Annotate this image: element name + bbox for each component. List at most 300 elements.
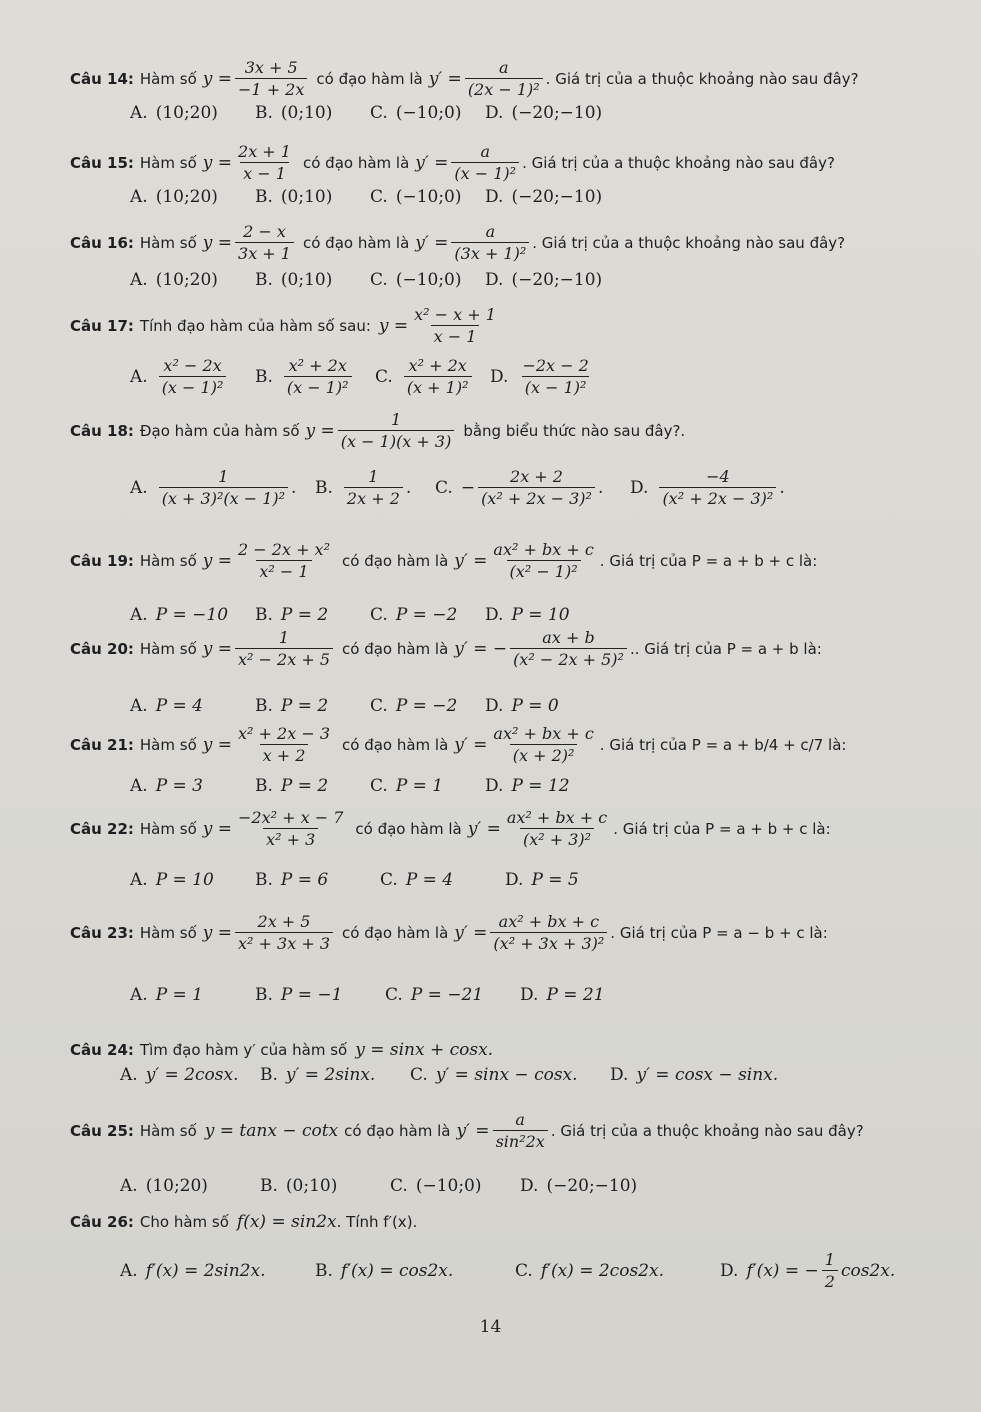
- fraction: [235, 222, 294, 263]
- option-a[interactable]: [130, 103, 255, 123]
- option-letter: B.: [260, 1176, 278, 1196]
- derivative-formula: [454, 628, 630, 669]
- option-a[interactable]: [120, 1065, 260, 1085]
- question-label: Câu 19:: [70, 551, 134, 570]
- question-label: Câu 18:: [70, 421, 134, 440]
- denominator: (x − 1)²: [284, 376, 352, 397]
- option-letter: A.: [130, 477, 148, 498]
- option-letter: D.: [720, 1260, 739, 1281]
- question-stem: [70, 912, 961, 953]
- question-ask: .. Giá trị của P = a + b là:: [629, 639, 822, 658]
- function-formula: [203, 912, 336, 953]
- option-c[interactable]: [380, 870, 505, 890]
- option-text: (0;10): [285, 1176, 338, 1196]
- formula-lhs: y′ =: [454, 922, 488, 943]
- option-text: P = −1: [280, 985, 343, 1005]
- option-b[interactable]: [260, 1176, 390, 1196]
- option-d[interactable]: [720, 1250, 895, 1291]
- denominator: (x² + 2x − 3)²: [659, 487, 776, 508]
- option-text: y′ = 2cosx.: [145, 1065, 239, 1085]
- option-letter: B.: [255, 776, 273, 796]
- option-letter: D.: [485, 696, 504, 716]
- option-text: (0;10): [280, 270, 333, 290]
- option-text: P = 5: [531, 870, 579, 890]
- question-middle: có đạo hàm là: [344, 1121, 451, 1140]
- options-row: [130, 187, 961, 207]
- option-letter: D.: [485, 187, 504, 207]
- option-b[interactable]: [255, 356, 375, 397]
- denominator: x² − 1: [256, 560, 311, 581]
- option-c[interactable]: [370, 776, 485, 796]
- option-suffix: cos2x.: [840, 1260, 896, 1281]
- option-d[interactable]: [490, 356, 595, 397]
- question-intro: Hàm số: [139, 1121, 197, 1140]
- option-b[interactable]: [315, 1261, 515, 1281]
- option-b[interactable]: [255, 270, 370, 290]
- question-label: Câu 16:: [70, 233, 134, 252]
- numerator: 3x + 5: [244, 58, 298, 77]
- question-label: Câu 17:: [70, 316, 134, 335]
- question-middle: có đạo hàm là: [342, 923, 449, 942]
- question-intro: Hàm số: [139, 551, 197, 570]
- option-letter: A.: [130, 696, 148, 716]
- option-text: P = 2: [280, 605, 329, 625]
- option-text: y′ = sinx − cosx.: [435, 1065, 578, 1085]
- question-middle: có đạo hàm là: [342, 735, 449, 754]
- options-row: [130, 696, 961, 716]
- option-letter: D.: [520, 985, 539, 1005]
- numerator: 2x + 2: [510, 467, 563, 486]
- denominator: (x − 1)²: [159, 376, 227, 397]
- option-letter: A.: [130, 605, 148, 625]
- derivative-formula: [454, 912, 610, 953]
- denominator: 3x + 1: [235, 242, 294, 263]
- option-letter: A.: [130, 366, 148, 387]
- option-c[interactable]: [370, 696, 485, 716]
- question-intro: Hàm số: [139, 69, 197, 88]
- option-text: (10;20): [155, 103, 218, 123]
- option-letter: B.: [255, 103, 273, 123]
- question-middle: có đạo hàm là: [342, 639, 449, 658]
- option-a[interactable]: [130, 870, 255, 890]
- option-text: P = −21: [410, 985, 484, 1005]
- fraction: [510, 628, 627, 669]
- denominator: x² + 3: [263, 828, 318, 849]
- option-letter: C.: [370, 605, 388, 625]
- denominator: (x² + 3)²: [520, 828, 594, 849]
- option-text: P = 0: [511, 696, 559, 716]
- option-text: (−10;0): [395, 187, 462, 207]
- option-letter: B.: [255, 366, 273, 387]
- denominator: x² + 3x + 3: [235, 932, 333, 953]
- question-ask: . Giá trị của P = a + b + c là:: [613, 819, 831, 838]
- option-letter: A.: [120, 1065, 138, 1085]
- option-a[interactable]: [130, 356, 255, 397]
- option-d[interactable]: [485, 187, 602, 207]
- option-text: P = 6: [280, 870, 329, 890]
- option-suffix: .: [779, 477, 785, 498]
- numerator: −4: [706, 467, 730, 486]
- question-intro: Hàm số: [139, 735, 197, 754]
- option-c[interactable]: [370, 270, 485, 290]
- formula-lhs: y′ =: [454, 550, 488, 571]
- derivative-formula: [429, 58, 546, 99]
- option-letter: D.: [610, 1065, 629, 1085]
- option-letter: A.: [130, 776, 148, 796]
- option-c[interactable]: [390, 1176, 520, 1196]
- derivative-formula: [415, 222, 532, 263]
- question-label: Câu 23:: [70, 923, 134, 942]
- option-text: P = −10: [155, 605, 229, 625]
- option-b[interactable]: [255, 103, 370, 123]
- option-suffix: .: [291, 477, 297, 498]
- option-c[interactable]: [515, 1261, 720, 1281]
- option-letter: C.: [380, 870, 398, 890]
- question-middle: có đạo hàm là: [302, 233, 410, 252]
- question-intro: Cho hàm số: [139, 1213, 229, 1231]
- option-c[interactable]: [370, 103, 485, 123]
- denominator: (x + 2)²: [510, 744, 578, 765]
- option-text: (−20;−10): [511, 270, 603, 290]
- option-a[interactable]: [130, 776, 255, 796]
- question-stem: [70, 58, 961, 99]
- option-text: (10;20): [155, 270, 218, 290]
- question-label: Câu 24:: [70, 1041, 134, 1059]
- numerator: 2x + 5: [257, 912, 311, 931]
- option-fraction: [478, 467, 595, 508]
- formula-lhs: y =: [305, 420, 335, 441]
- denominator: (x² + 2x − 3)²: [478, 487, 595, 508]
- option-d[interactable]: [485, 605, 570, 625]
- option-text: (10;20): [155, 187, 218, 207]
- formula-lhs: y′ =: [454, 734, 488, 755]
- option-letter: A.: [130, 270, 148, 290]
- option-letter: C.: [370, 776, 388, 796]
- formula-lhs: y =: [202, 638, 233, 659]
- denominator: x² − 2x + 5: [235, 648, 333, 669]
- numerator: 1: [368, 467, 379, 486]
- option-letter: C.: [370, 187, 388, 207]
- question-middle: có đạo hàm là: [316, 69, 423, 88]
- option-text: f′(x) = 2cos2x.: [540, 1260, 664, 1281]
- formula-lhs: y′ =: [456, 1120, 490, 1141]
- denominator: (x² − 2x + 5)²: [510, 648, 627, 669]
- formula-lhs: y′ =: [467, 818, 501, 839]
- option-d[interactable]: [485, 103, 602, 123]
- option-text: (−10;0): [415, 1176, 482, 1196]
- options-row: [130, 985, 961, 1005]
- formula-lhs: y =: [202, 68, 233, 89]
- fraction: [235, 58, 307, 99]
- options-row: [120, 1176, 961, 1196]
- option-b[interactable]: [255, 187, 370, 207]
- formula-lhs: y′ =: [415, 232, 449, 253]
- option-letter: A.: [130, 985, 148, 1005]
- denominator: (x − 1)²: [522, 376, 590, 397]
- options-row: [120, 1065, 961, 1085]
- option-c[interactable]: [385, 985, 520, 1005]
- numerator: x² + 2x: [408, 356, 467, 375]
- question-intro: Tính đạo hàm của hàm số sau:: [139, 316, 371, 335]
- fraction: [490, 912, 607, 953]
- question-label: Câu 22:: [70, 819, 134, 838]
- options-row: [120, 1250, 961, 1291]
- option-c[interactable]: [370, 187, 485, 207]
- options-row: [130, 776, 961, 796]
- option-text: P = 4: [155, 696, 203, 716]
- question-ask: . Giá trị của P = a + b + c là:: [599, 551, 818, 570]
- option-text: (−10;0): [395, 103, 462, 123]
- option-d[interactable]: [630, 467, 785, 508]
- option-letter: D.: [505, 870, 524, 890]
- numerator: ax² + bx + c: [498, 912, 600, 931]
- option-b[interactable]: [255, 870, 380, 890]
- options-row: [130, 270, 961, 290]
- option-letter: B.: [255, 985, 273, 1005]
- option-text: P = 10: [155, 870, 214, 890]
- fraction: [235, 142, 294, 183]
- question-ask: . Giá trị của a thuộc khoảng nào sau đây?: [522, 153, 835, 172]
- option-c[interactable]: [410, 1065, 610, 1085]
- option-text: (10;20): [145, 1176, 208, 1196]
- denominator: (x² − 1)²: [507, 560, 581, 581]
- option-text: P = 4: [405, 870, 454, 890]
- formula-lhs: y =: [202, 152, 233, 173]
- denominator: (x − 1)(x + 3): [338, 430, 455, 451]
- question-stem: [70, 410, 961, 451]
- option-letter: A.: [130, 187, 148, 207]
- formula-lhs: y′ =: [428, 68, 462, 89]
- option-b[interactable]: [255, 605, 370, 625]
- option-letter: C.: [515, 1260, 533, 1281]
- numerator: 1: [278, 628, 290, 647]
- question-ask: . Giá trị của P = a − b + c là:: [610, 923, 828, 942]
- numerator: 2 − 2x + x²: [238, 540, 330, 559]
- option-letter: C.: [370, 696, 388, 716]
- option-prefix: f′(x) = −: [746, 1260, 819, 1281]
- function-formula: [203, 222, 297, 263]
- formula-lhs: y′ =: [415, 152, 449, 173]
- option-text: (0;10): [280, 103, 333, 123]
- options-row: [130, 103, 961, 123]
- option-text: y′ = cosx − sinx.: [636, 1065, 779, 1085]
- option-text: P = 10: [511, 605, 570, 625]
- denominator: −1 + 2x: [235, 78, 307, 99]
- numerator: −2x − 2: [522, 356, 589, 375]
- question-stem: [70, 222, 961, 263]
- option-text: P = 1: [395, 776, 444, 796]
- formula-lhs: y =: [378, 315, 409, 336]
- derivative-formula: [468, 808, 613, 849]
- option-text: (0;10): [280, 187, 333, 207]
- option-b[interactable]: [255, 696, 370, 716]
- option-text: (−20;−10): [511, 103, 603, 123]
- option-letter: D.: [485, 605, 504, 625]
- option-text: P = −2: [395, 696, 458, 716]
- option-text: (−20;−10): [546, 1176, 638, 1196]
- option-text: f′(x) = cos2x.: [340, 1260, 454, 1281]
- option-letter: D.: [520, 1176, 539, 1196]
- numerator: x² − x + 1: [414, 305, 496, 324]
- numerator: x² + 2x: [288, 356, 347, 375]
- option-letter: A.: [130, 870, 148, 890]
- option-text: P = 2: [280, 776, 329, 796]
- options-row: [130, 356, 961, 397]
- question-middle: bằng biểu thức nào sau đây?.: [463, 421, 686, 440]
- option-a[interactable]: [130, 696, 255, 716]
- option-c[interactable]: [435, 467, 630, 508]
- numerator: a: [480, 142, 491, 161]
- function-formula: y = sinx + cosx.: [355, 1040, 494, 1060]
- function-formula: [203, 724, 336, 765]
- option-letter: B.: [255, 270, 273, 290]
- fraction: [235, 628, 333, 669]
- option-a[interactable]: [120, 1176, 260, 1196]
- question-middle: có đạo hàm là: [302, 153, 410, 172]
- question-ask: . Tính f′(x).: [336, 1213, 418, 1231]
- function-formula: f(x) = sin2x: [236, 1212, 337, 1232]
- denominator: (x + 3)²(x − 1)²: [159, 487, 288, 508]
- option-d[interactable]: [610, 1065, 778, 1085]
- option-d[interactable]: [505, 870, 579, 890]
- option-fraction: [159, 356, 227, 397]
- option-text: P = −2: [395, 605, 458, 625]
- option-d[interactable]: [485, 270, 602, 290]
- question-intro: Tìm đạo hàm y′ của hàm số: [139, 1041, 348, 1059]
- numerator: 1: [218, 467, 229, 486]
- question-label: Câu 26:: [70, 1213, 134, 1231]
- formula-lhs: y =: [202, 232, 233, 253]
- fraction: [504, 808, 610, 849]
- numerator: ax² + bx + c: [493, 540, 594, 559]
- question-stem: [70, 142, 961, 183]
- option-letter: C.: [370, 103, 388, 123]
- question-stem: [70, 1212, 961, 1232]
- option-letter: B.: [255, 605, 273, 625]
- question-intro: Hàm số: [139, 639, 197, 658]
- fraction: [451, 142, 519, 183]
- options-row: [130, 870, 961, 890]
- option-fraction: [519, 356, 591, 397]
- option-letter: C.: [375, 366, 393, 387]
- denominator: x + 2: [260, 744, 309, 765]
- option-letter: A.: [120, 1260, 138, 1281]
- numerator: 1: [824, 1250, 835, 1269]
- numerator: 2x + 1: [238, 142, 291, 161]
- formula-lhs: y =: [202, 818, 233, 839]
- question-label: Câu 20:: [70, 639, 134, 658]
- fraction: [235, 912, 333, 953]
- question-stem: [70, 540, 961, 581]
- question-intro: Hàm số: [139, 153, 197, 172]
- option-text: P = 12: [511, 776, 570, 796]
- option-a[interactable]: [130, 270, 255, 290]
- numerator: 1: [390, 410, 402, 429]
- fraction: [490, 540, 596, 581]
- option-a[interactable]: [130, 467, 315, 508]
- question-label: Câu 15:: [70, 153, 134, 172]
- option-b[interactable]: [315, 467, 435, 508]
- function-formula: [379, 305, 502, 346]
- option-b[interactable]: [255, 776, 370, 796]
- formula-lhs: y =: [202, 922, 233, 943]
- option-d[interactable]: [520, 985, 605, 1005]
- option-a[interactable]: [120, 1261, 315, 1281]
- option-c[interactable]: [370, 605, 485, 625]
- option-text: P = 3: [155, 776, 203, 796]
- function-formula: [203, 58, 311, 99]
- option-fraction: [159, 467, 288, 508]
- option-d[interactable]: [485, 776, 570, 796]
- fraction: [451, 222, 529, 263]
- option-text: P = 21: [546, 985, 605, 1005]
- question-stem: [70, 1040, 961, 1060]
- option-b[interactable]: [260, 1065, 410, 1085]
- option-letter: D.: [485, 776, 504, 796]
- option-letter: B.: [255, 187, 273, 207]
- numerator: ax² + bx + c: [506, 808, 608, 827]
- option-fraction: [822, 1250, 838, 1291]
- option-d[interactable]: [520, 1176, 637, 1196]
- function-formula: [203, 808, 350, 849]
- option-letter: B.: [255, 696, 273, 716]
- fraction: [338, 410, 455, 451]
- options-row: [130, 605, 961, 625]
- function-formula: [203, 142, 297, 183]
- option-suffix: .: [597, 477, 604, 498]
- option-letter: C.: [435, 477, 453, 498]
- denominator: (x + 1)²: [404, 376, 472, 397]
- denominator: x − 1: [240, 162, 289, 183]
- function-formula: y = tanx − cotx: [204, 1120, 339, 1141]
- option-a[interactable]: [130, 187, 255, 207]
- derivative-formula: [454, 540, 599, 581]
- option-letter: B.: [255, 870, 273, 890]
- question-stem: [70, 808, 961, 849]
- option-a[interactable]: [130, 985, 255, 1005]
- function-formula: [203, 628, 336, 669]
- option-c[interactable]: [375, 356, 490, 397]
- option-b[interactable]: [255, 985, 385, 1005]
- question-ask: . Giá trị của a thuộc khoảng nào sau đây?: [545, 69, 859, 88]
- option-letter: A.: [120, 1176, 138, 1196]
- numerator: a: [485, 222, 496, 241]
- denominator: (x − 1)²: [451, 162, 519, 183]
- option-letter: D.: [485, 270, 504, 290]
- denominator: (x² + 3x + 3)²: [490, 932, 607, 953]
- question-intro: Hàm số: [139, 819, 197, 838]
- derivative-formula: [454, 724, 599, 765]
- option-d[interactable]: [485, 696, 559, 716]
- option-suffix: .: [405, 477, 412, 498]
- formula-lhs: y =: [202, 734, 233, 755]
- option-fraction: [404, 356, 472, 397]
- option-text: (−10;0): [395, 270, 462, 290]
- question-ask: . Giá trị của a thuộc khoảng nào sau đây?: [550, 1121, 864, 1140]
- option-text: (−20;−10): [511, 187, 603, 207]
- question-intro: Hàm số: [139, 923, 197, 942]
- denominator: 2: [822, 1270, 838, 1291]
- option-letter: C.: [410, 1065, 428, 1085]
- question-intro: Đạo hàm của hàm số: [139, 421, 300, 440]
- question-ask: . Giá trị của P = a + b/4 + c/7 là:: [599, 735, 847, 754]
- numerator: x² − 2x: [163, 356, 222, 375]
- denominator: (2x − 1)²: [465, 78, 543, 99]
- option-letter: D.: [490, 366, 509, 387]
- option-a[interactable]: [130, 605, 255, 625]
- option-text: P = 1: [155, 985, 203, 1005]
- denominator: x − 1: [431, 325, 480, 346]
